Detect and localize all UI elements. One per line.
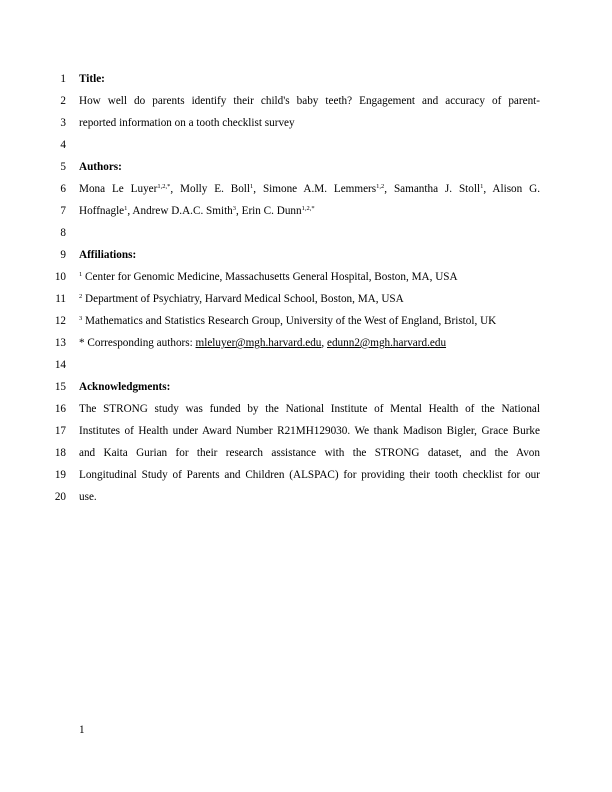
author-separator: , <box>170 183 181 195</box>
authors-line <box>79 183 540 195</box>
line-number: 12 <box>54 315 66 327</box>
line-number: 17 <box>54 425 66 437</box>
line-number: 14 <box>54 359 66 371</box>
author-name: Simone A.M. Lemmers <box>262 183 377 195</box>
author-affiliation-mark: 1 <box>250 183 254 190</box>
affiliation-mark: 3 <box>79 315 83 322</box>
line-number: 4 <box>60 139 66 151</box>
affiliation-text: Mathematics and Statistics Research Group, University of the West of England, Bristol, UK <box>82 315 497 327</box>
author-separator: , <box>483 183 493 195</box>
acknowledgments-line: Institutes of Health under Award Number R21MH129030. We thank Madison Bigler, Grace Burke <box>79 425 540 437</box>
line-number: 8 <box>60 227 66 239</box>
line-number: 6 <box>60 183 66 195</box>
affiliation-item <box>79 315 540 327</box>
acknowledgments-line: use. <box>79 491 97 503</box>
line-number: 1 <box>60 73 66 85</box>
line-number: 9 <box>60 249 66 261</box>
line-number: 5 <box>60 161 66 173</box>
authors-heading: Authors: <box>79 161 122 173</box>
authors-line <box>79 205 540 217</box>
email-separator: , <box>321 337 327 349</box>
affiliation-text: Center for Genomic Medicine, Massachusetts General Hospital, Boston, MA, USA <box>82 271 458 283</box>
affiliation-item <box>79 271 540 283</box>
line-number: 11 <box>55 293 66 305</box>
affiliation-mark: 1 <box>79 271 83 278</box>
line-number: 7 <box>60 205 66 217</box>
acknowledgments-heading: Acknowledgments: <box>79 381 171 393</box>
acknowledgments-line: The STRONG study was funded by the National Institute of Mental Health of the National <box>79 403 540 415</box>
affiliation-item <box>79 293 540 305</box>
affiliations-heading: Affiliations: <box>79 249 137 261</box>
line-number: 15 <box>54 381 66 393</box>
acknowledgments-line: and Kaita Gurian for their research assistance with the STRONG dataset, and the Avon <box>79 447 540 459</box>
author-affiliation-mark: 1 <box>124 205 128 212</box>
line-number: 20 <box>54 491 66 503</box>
author-affiliation-mark: 1 <box>480 183 484 190</box>
page-number: 1 <box>79 724 85 736</box>
author-name: Erin C. Dunn <box>241 205 302 217</box>
author-name: Mona Le Luyer <box>79 183 158 195</box>
email-link[interactable]: edunn2@mgh.harvard.edu <box>327 337 447 349</box>
author-affiliation-mark: 1,2,* <box>301 205 315 212</box>
author-name: Hoffnagle <box>79 205 125 217</box>
author-separator: , <box>127 205 133 217</box>
author-separator: , <box>253 183 263 195</box>
title-line: How well do parents identify their child's baby teeth? Engagement and accuracy of parent- <box>79 95 540 107</box>
author-affiliation-mark: 1,2,* <box>157 183 171 190</box>
line-number: 13 <box>54 337 66 349</box>
author-name: Samantha J. Stoll <box>393 183 481 195</box>
author-separator: , <box>384 183 394 195</box>
line-number: 18 <box>54 447 66 459</box>
author-name: Andrew D.A.C. Smith <box>132 205 233 217</box>
corresponding-label: * Corresponding authors: <box>79 337 196 349</box>
author-name: Alison G. <box>492 183 540 195</box>
line-number: 19 <box>54 469 66 481</box>
line-number: 2 <box>60 95 66 107</box>
title-heading: Title: <box>79 73 105 85</box>
line-number: 16 <box>54 403 66 415</box>
author-separator: , <box>236 205 242 217</box>
line-number: 3 <box>60 117 66 129</box>
corresponding-authors <box>79 337 540 349</box>
affiliation-text: Department of Psychiatry, Harvard Medical School, Boston, MA, USA <box>82 293 404 305</box>
author-name: Molly E. Boll <box>180 183 251 195</box>
author-affiliation-mark: 1,2 <box>376 183 385 190</box>
acknowledgments-line: Longitudinal Study of Parents and Children (ALSPAC) for providing their tooth checklist for our <box>79 469 540 481</box>
author-affiliation-mark: 3 <box>232 205 237 212</box>
email-link[interactable]: mleluyer@mgh.harvard.edu <box>195 337 322 349</box>
line-number: 10 <box>54 271 66 283</box>
affiliation-mark: 2 <box>79 293 83 300</box>
title-line: reported information on a tooth checklist survey <box>79 117 295 129</box>
